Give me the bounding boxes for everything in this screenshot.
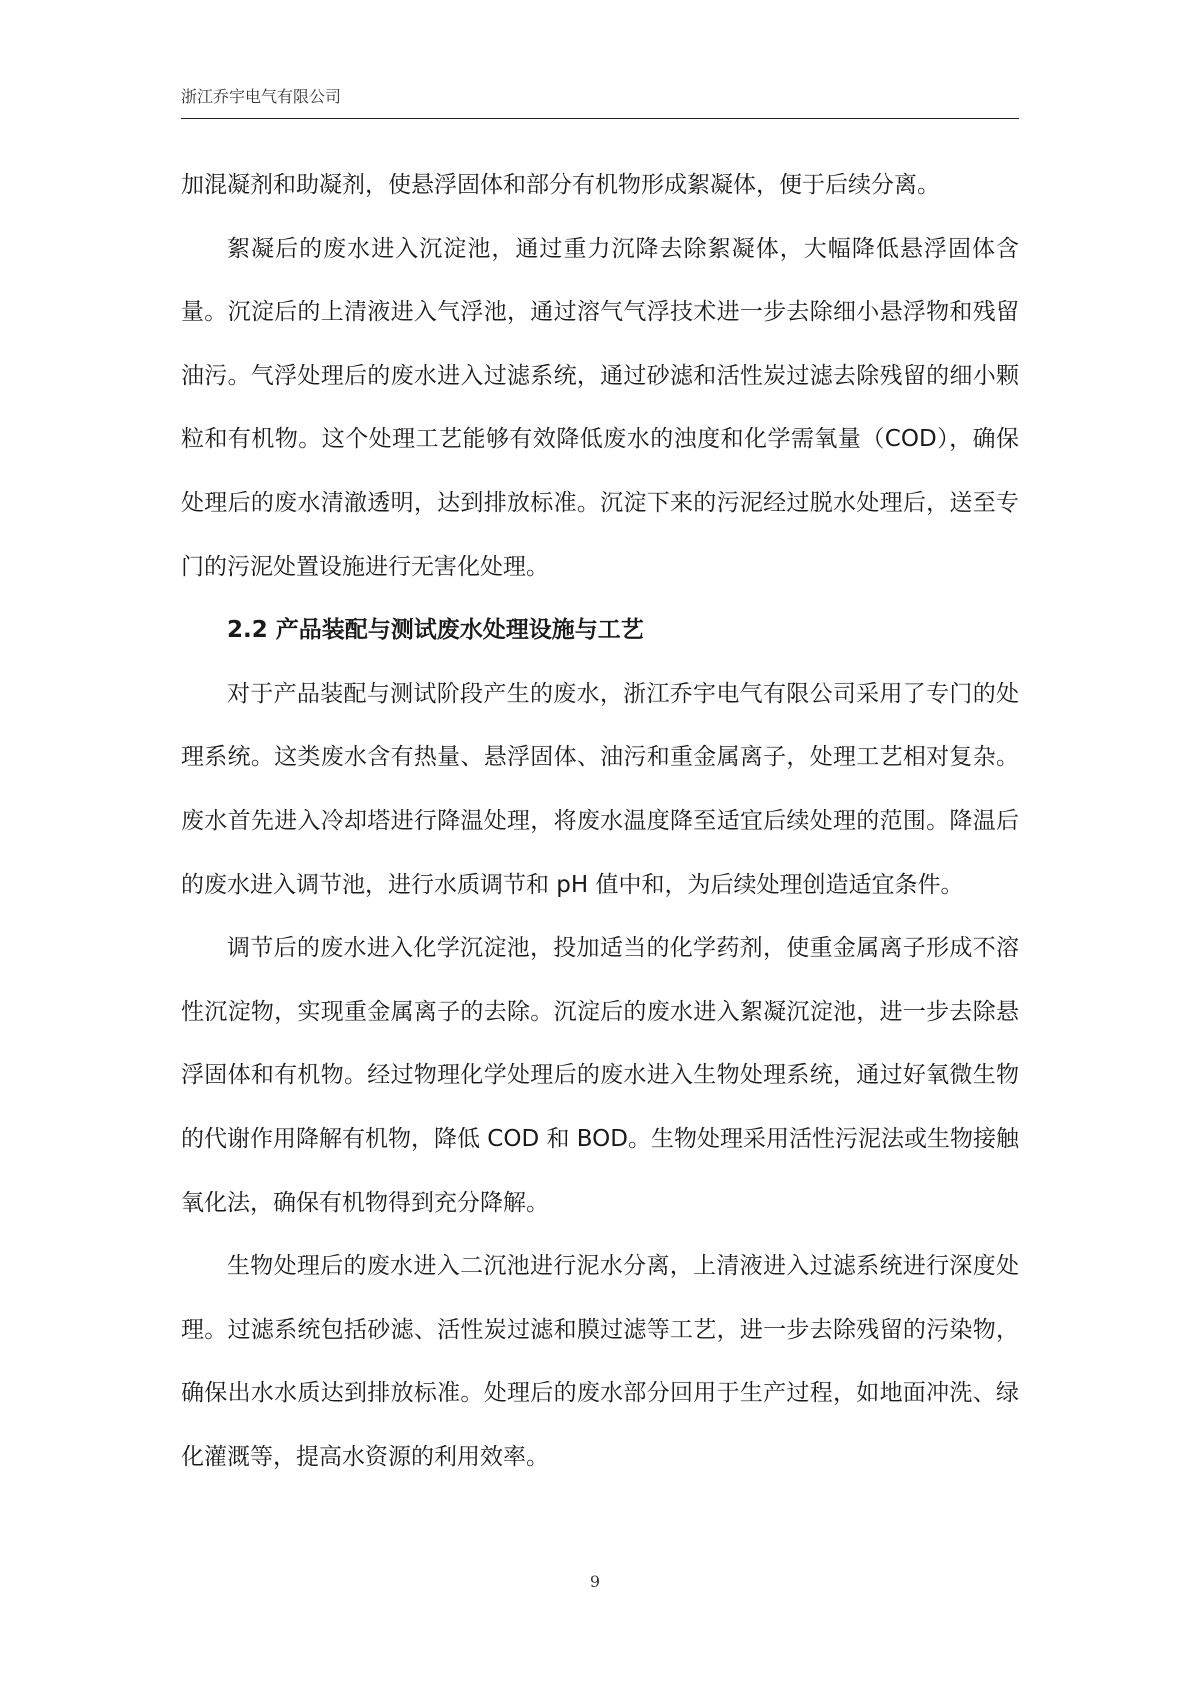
page-number: 9: [589, 1572, 601, 1591]
paragraph-assembly-test-wastewater: 对于产品装配与测试阶段产生的废水，浙江乔宇电气有限公司采用了专门的处理系统。这类废水含有热量、悬浮固体、油污和重金属离子，处理工艺相对复杂。废水首先进入冷却塔进行降温处理，将废水温度降至适宜后续处理的范围。降温后的废水进入调节池，进行水质调节和 pH 值中和，为后续处理创造适宜条件。: [181, 680, 1019, 898]
paragraph-continued: 加混凝剂和助凝剂，使悬浮固体和部分有机物形成絮凝体，便于后续分离。: [181, 172, 940, 198]
document-body: [181, 154, 1019, 1489]
paragraph-secondary-clarifier-reuse: 生物处理后的废水进入二沉池进行泥水分离，上清液进入过滤系统进行深度处理。过滤系统包括砂滤、活性炭过滤和膜过滤等工艺，进一步去除残留的污染物，确保出水水质达到排放标准。处理后的废水部分回用于生产过程，如地面冲洗、绿化灌溉等，提高水资源的利用效率。: [181, 1253, 1019, 1470]
company-name: 浙江乔宇电气有限公司: [181, 87, 342, 106]
page-header: [181, 86, 1019, 119]
paragraph-flocculation-sedimentation: 絮凝后的废水进入沉淀池，通过重力沉降去除絮凝体，大幅降低悬浮固体含量。沉淀后的上清液进入气浮池，通过溶气气浮技术进一步去除细小悬浮物和残留油污。气浮处理后的废水进入过滤系统，通过砂滤和活性炭过滤去除残留的细小颗粒和有机物。这个处理工艺能够有效降低废水的浊度和化学需氧量（COD），确保处理后的废水清澈透明，达到排放标准。沉淀下来的污泥经过脱水处理后，送至专门的污泥处置设施进行无害化处理。: [181, 235, 1019, 580]
section-heading: 2.2 产品装配与测试废水处理设施与工艺: [227, 617, 644, 644]
paragraph-chemical-biological-treatment: 调节后的废水进入化学沉淀池，投加适当的化学药剂，使重金属离子形成不溶性沉淀物，实现重金属离子的去除。沉淀后的废水进入絮凝沉淀池，进一步去除悬浮固体和有机物。经过物理化学处理后的废水进入生物处理系统，通过好氧微生物的代谢作用降解有机物，降低 COD 和 BOD。生物处理采用活性污泥法或生物接触氧化法，确保有机物得到充分降解。: [181, 935, 1019, 1216]
